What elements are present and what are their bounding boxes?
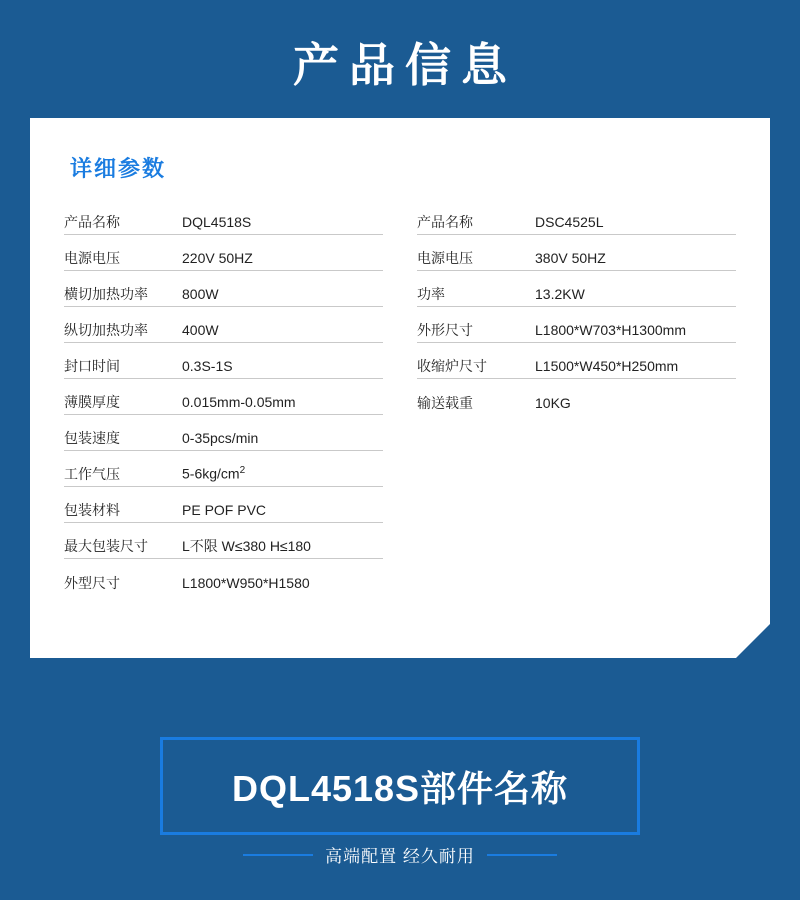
table-row (417, 235, 736, 271)
spec-column-right (417, 199, 736, 595)
spec-key: 功率 (417, 286, 445, 302)
spec-value: L1500*W450*H250mm (535, 358, 679, 374)
table-row (417, 307, 736, 343)
table-row (417, 379, 736, 415)
spec-key: 纵切加热功率 (64, 322, 148, 338)
spec-value-text: 5-6kg/cm (182, 466, 240, 482)
table-row (64, 559, 383, 595)
table-row (64, 271, 383, 307)
spec-value: L1800*W950*H1580 (182, 575, 310, 591)
spec-value: 380V 50HZ (535, 250, 606, 266)
spec-card (30, 118, 770, 658)
table-row (64, 487, 383, 523)
component-name-banner (160, 737, 640, 835)
table-row (64, 235, 383, 271)
spec-key: 最大包装尺寸 (64, 538, 148, 554)
spec-key: 电源电压 (417, 250, 473, 266)
table-row (64, 379, 383, 415)
spec-card-inner (30, 118, 770, 658)
table-row (64, 307, 383, 343)
spec-key: 外形尺寸 (417, 322, 473, 338)
spec-key: 产品名称 (64, 214, 120, 230)
spec-value: L1800*W703*H1300mm (535, 322, 686, 338)
spec-value: DQL4518S (182, 214, 252, 230)
spec-value: 0-35pcs/min (182, 430, 259, 446)
spec-key: 封口时间 (64, 358, 120, 374)
spec-value-superscript: 2 (239, 465, 246, 477)
spec-key: 外型尺寸 (64, 575, 120, 591)
spec-value: 220V 50HZ (182, 250, 253, 266)
spec-value: 800W (182, 286, 219, 302)
spec-key: 包装材料 (64, 502, 120, 518)
spec-value: DSC4525L (535, 214, 604, 230)
spec-key: 薄膜厚度 (64, 394, 120, 410)
spec-key: 产品名称 (417, 214, 473, 230)
spec-key: 电源电压 (64, 250, 120, 266)
table-row (417, 271, 736, 307)
section-title: 详细参数 (70, 156, 167, 181)
spec-column-left (64, 199, 383, 595)
banner-subtitle-row (160, 842, 640, 867)
spec-value: 0.3S-1S (182, 358, 233, 374)
table-row (417, 199, 736, 235)
spec-key: 工作气压 (64, 466, 120, 482)
divider-left (243, 854, 313, 856)
page-title: 产品信息 (293, 39, 517, 91)
spec-value: 400W (182, 322, 219, 338)
spec-key: 横切加热功率 (64, 286, 148, 302)
table-row (64, 523, 383, 559)
spec-columns (64, 199, 736, 595)
spec-value: 13.2KW (535, 286, 585, 302)
table-row (64, 451, 383, 487)
spec-value: 10KG (535, 395, 571, 411)
spec-key: 收缩炉尺寸 (417, 358, 487, 374)
spec-value: PE POF PVC (182, 502, 267, 518)
table-row (64, 343, 383, 379)
banner-subtitle: 高端配置 经久耐用 (325, 847, 475, 866)
spec-value: L不限 W≤380 H≤180 (182, 538, 311, 554)
table-row (64, 199, 383, 235)
table-row (417, 343, 736, 379)
banner-title: DQL4518S部件名称 (231, 767, 569, 809)
divider-right (487, 854, 557, 856)
spec-key: 输送载重 (417, 395, 473, 411)
spec-value: 0.015mm-0.05mm (182, 394, 296, 410)
spec-value (182, 463, 245, 482)
spec-key: 包装速度 (64, 430, 120, 446)
page-header (0, 0, 800, 93)
table-row (64, 415, 383, 451)
